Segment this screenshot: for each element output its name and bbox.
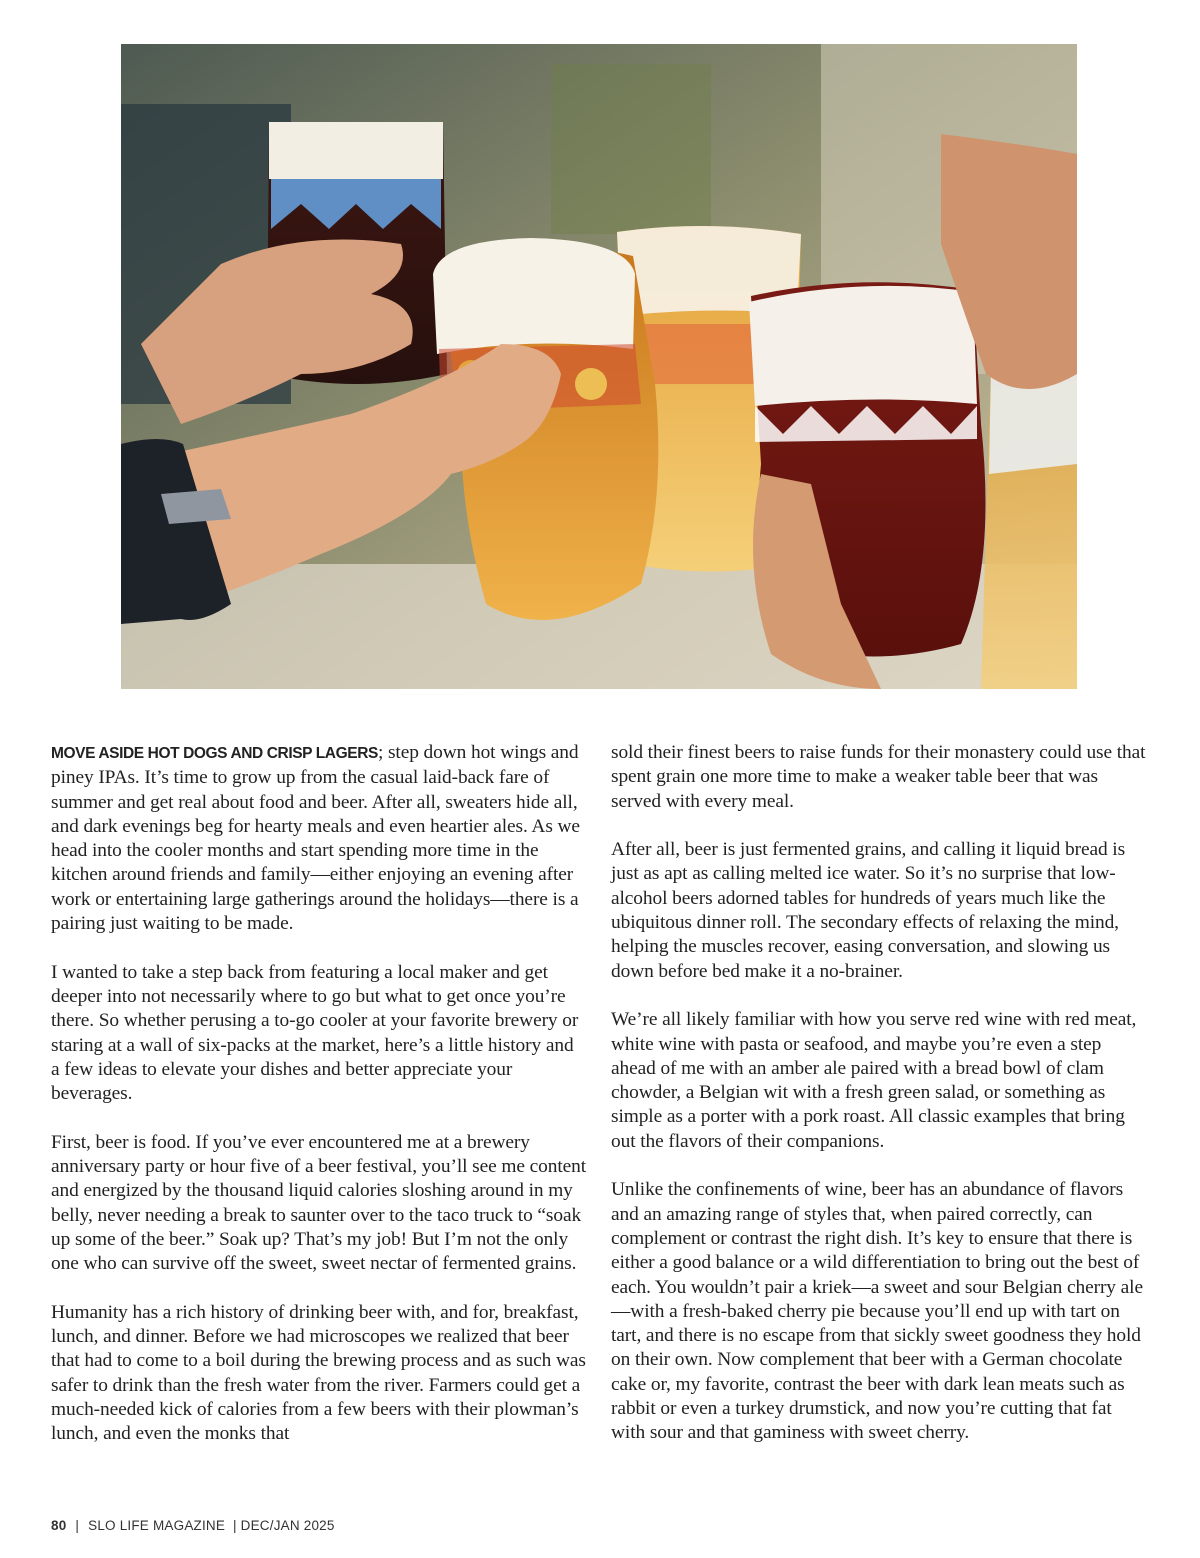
- article-paragraph-5: sold their finest beers to raise funds for their monastery could use that spent grain one more time to make a weaker table beer that was served with every meal.: [611, 742, 1146, 812]
- page-footer: [51, 1518, 335, 1533]
- article-column-right: [611, 741, 1146, 1470]
- article-paragraph-2: I wanted to take a step back from featuring a local maker and get deeper into not necessarily where to go but what to get once you’re there. So whether perusing a to-go cooler at your favorite brewery or staring at a wall of six-packs at the market, here’s a little history and a few ideas to elevate your dishes and better appreciate your beverages.: [51, 961, 579, 1105]
- article-paragraph-8: Unlike the confinements of wine, beer has an abundance of flavors and an amazing range of styles that, when paired correctly, can complement or contrast the right dish. It’s key to ensure that there is either a good balance or a wild differentiation to bring out the best of each. You wouldn’t pair a kriek—a sweet and sour Belgian cherry ale—with a fresh-baked cherry pie because you’ll end up with tart on tart, and there is no escape from that sickly sweet goodness they hold on their own. Now complement that beer with a German chocolate cake or, my favorite, contrast the beer with dark lean meats such as rabbit or even a turkey drumstick, and now you’re cutting that fat with sour and that gaminess with sweet cherry.: [611, 1179, 1143, 1444]
- lead-in-heading: MOVE ASIDE HOT DOGS AND CRISP LAGERS: [51, 745, 378, 762]
- article-paragraph-1: [51, 741, 586, 936]
- paragraph-1-text: ; step down hot wings and piney IPAs. It’s time to grow up from the casual laid-back fare of summer and get real about food and beer. After all, sweaters hide all, and dark evenings beg for hearty meals and even heartier ales. As we head into the cooler months and start spending more time in the kitchen around friends and family—either enjoying an evening after work or entertaining large gatherings around the holidays—there is a pairing just waiting to be made.: [51, 742, 580, 935]
- article-paragraph-3: First, beer is food. If you’ve ever encountered me at a brewery anniversary party or hour five of a beer festival, you’ll see me content and energized by the thousand liquid calories sloshing around in my belly, never needing a break to saunter over to the taco truck to “soak up some of the beer.” Soak up? That’s my job! But I’m not the only one who can survive off the sweet, sweet nectar of fermented grains.: [51, 1131, 586, 1275]
- article-paragraph-4: Humanity has a rich history of drinking beer with, and for, breakfast, lunch, and dinner. Before we had microscopes we realized that beer that had to come to a boil during the brewing process and as such was safer to drink than the fresh water from the river. Farmers could get a much-needed kick of calories from a few beers with their plowman’s lunch, and even the monks that: [51, 1301, 586, 1445]
- beer-toast-illustration: [121, 44, 1077, 689]
- article-paragraph-6: After all, beer is just fermented grains, and calling it liquid bread is just as apt as calling melted ice water. So it’s no surprise that low-alcohol beers adorned tables for hundreds of years much like the ubiquitous dinner roll. The secondary effects of relaxing the mind, helping the muscles recover, easing conversation, and slowing us down before bed make it a no-brainer.: [611, 839, 1126, 982]
- article-paragraph-7: We’re all likely familiar with how you serve red wine with red meat, white wine with pasta or seafood, and maybe you’re even a step ahead of me with an amber ale paired with a bread bowl of clam chowder, a Belgian wit with a fresh green salad, or something as simple as a porter with a pork roast. All classic examples that bring out the flavors of their companions.: [611, 1009, 1137, 1152]
- article-column-left: [51, 741, 586, 1471]
- beer-toast-photo: [121, 44, 1077, 689]
- magazine-name: SLO LIFE MAGAZINE: [88, 1518, 226, 1533]
- footer-divider: |: [75, 1518, 80, 1533]
- page-number: 80: [51, 1518, 67, 1533]
- issue-date: | DEC/JAN 2025: [232, 1518, 335, 1533]
